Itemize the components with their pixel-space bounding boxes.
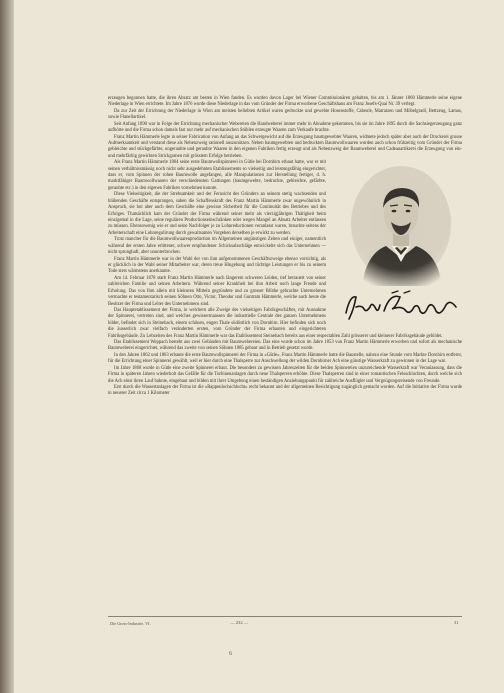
paragraph: erzeugen begonnen hatte, die ihren Absatz am besten in Wien fanden. Es wurden davon Lager bei Wiener Commissionären gehalten, bis am 1. Jänner 1860 Hämmerle seine eigene Niederlage in Wien errichtete. Im Jahre 1876 wurde diese Niederlage in das vom Gründer der Firma erworbene Geschäftshaus am Franz Josefs-Quai Nr. 39 verlegt. bbox=[108, 96, 462, 108]
paragraph: Im Jahre 1868 wurde in Gütle eine zweite Spinnerei erbaut. Die besonders zu gewissen Jahreszeiten für die beiden Spinnereien unzureichende Wasserkraft war Veranlassung, dass die Firma in späteren Jahren wiederholt das Gefälle für die Turbinenanlagen durch neue Thalsperren erhöhte. Diese Thalsperren sind in einer romantischen Felsschluchten, durch welche sich die Ach einst ihren Lauf bahnte, eingebaut und bilden mit ihrer Umgebung einen beständigen Anziehungspunkt für zahlreiche Ausflügler und Vergnügungsreisende von Freunde. bbox=[108, 365, 462, 384]
paragraph: Franz Martin Hämmerle war in der Wahl der von ihm aufgenommenen Geschäftszweige ebenso vorsichtig, als er glücklich in der Wahl seiner Mitarbeiter war, deren treue Hingebung und tüchtige Leistungen er bis zu seinem Tode stets wärmstens anerkannte. bbox=[108, 256, 326, 275]
paragraph: Am 14. Februar 1878 starb Franz Martin Hämmerle nach längerem schweren Leiden, tief betrauert von seiner zahlreichen Familie und seinen Arbeitern. Während seiner Krankheit bei ihm Arbeit noch lange Freude und Erholung. Das von Ihm allein mit kleinsten Mitteln gegründete und zu grosser Blüthe gebrachte Unternehmen vermachte er testamentarisch seinen Söhnen Otto, Victor, Theodor und Guntram Hämmerle, welche auch heute die Besitzer der Firma und Leiter des Unternehmens sind. bbox=[108, 275, 326, 307]
paragraph: Diese Vielseitigkeit, die der Strebsamkeit und der Fernsicht des Gründers an seinem stetig wachsenden und blühenden Geschäfte entsprangen, sahen die Schaffenskraft des Franz Martin Hämmerle zwar ungewöhnlich in Anspruch, sie bot aber auch dem Geschäfte eine gewisse Sicherheit für die Continuität des Betriebes und des Erfolges. Thatsächlich kam der Gründer der Firma während seiner mehr als vierzigjährigen Thätigkeit beim einzigemal in die Lage, seine regulären Productionseinschränken oder wegen Mangel an Absatz Arbeiter entlassen zu müssen. Ebensowenig wie er und seine Nachfolger je zu Lohnreductionen veranlasst waren, brauchte seitens der Arbeiterschaft eine Lohnregulirung durch gewaltsamen Vorgehen derselben je erwirkt zu werden. bbox=[108, 192, 326, 236]
body-text bbox=[108, 96, 462, 398]
running-footer-title: Die Gross-Industrie. VI. bbox=[110, 621, 151, 626]
signature-mark bbox=[340, 287, 462, 325]
portrait-engraving bbox=[342, 162, 460, 286]
portrait-figure bbox=[334, 162, 462, 327]
paragraph: Das Hauptetablissement der Firma, in welchem alle Zweige des vielseitigen Fabrikgeschäftes, mit Ausnahme der Spinnerei, vertreten sind, und welches gewissermaassen die industrielle Centrale des ganzen Unternehmens bildet, befindet sich in Steinebach, einem schönen, engen Thale südöstlich von Dornbirn. Hier befinden sich noch die äusserlich zwar vielfach veränderten ersten, vom Gründer der Firma erbauten und eingerichteten Fabriksgebäude. Zu Lebzeiten des Franz Martin Hämmerle war das Etablissement Steinebach bereits aus einer respectablen Zahl grösserer und kleinerer Fabriksgebäude gebildet. bbox=[108, 307, 443, 339]
paragraph: Franz Martin Hämmerle legte in seiner Fabrication von Anfang an das Schwergewicht auf die Erzeugung baumgewebter Waaren, widmete jedoch später aber auch der Druckerei grosse Aufmerksamkeit und verstand diese als Nebenzweig rationell auszunützen. Neben baumgewebten und bedruckten Baumwollwaaren wurden auch schon frühzeitig vom Gründer der Firma gebleichte und stückgefärbte, ungerauhte und gerauhte Waaren in den eigenen Fabriken fertig erzeugt und als Nebenzweig der Baumweberei und Cadeauartikerei die Erzeugung von ein- und mehrfärbig gewirkten Strickgarnen mit grösstem Erfolge betrieben. bbox=[108, 134, 462, 159]
paragraph: Das Etablissement Weppach besteht aus zwei Gebäuden mit Baumwebereien. Das eine wurde schon im Jahre 1853 von Franz Martin Hämmerle erworben und sofort als mechanische Baumweberei eingerichtet, während das zweite von seinen Söhnen 1885 gebaut und in Betrieb gesetzt wurde. bbox=[108, 340, 462, 352]
paragraph: Erst durch die Wassertanlagen der Firma ist die »Rappenlochschlucht« recht bekannt und der allgemeinen Besichtigung zugänglich gemacht worden. Auf die Initiative der Firma wurde in neuerer Zeit circa 1 Kilometer bbox=[108, 384, 462, 397]
footer-rule bbox=[108, 616, 462, 617]
signature-number: 31 bbox=[454, 620, 459, 625]
paragraph: Trotz mancher für die Baumwollwaarenproduction im Allgemeinen ungünstigen Zeiten und einiger, namentlich während der ersten Jahre erlittener, schwer empfundener Schicksalsschläge entwickelte sich das Unternehmen — nicht sprunghaft, aber ununterbrochen. bbox=[108, 237, 326, 256]
paragraph: Als Franz Martin Hämmerle 1864 seine erste Baumwollspinnerei in Gütle bei Dornbirn erbaut hatte, war er mit seinen verhältnissmässig noch nicht sehr ausgedehnten Etablissements so vielseitig und leistungsfähig eingerichtet, dass er, vom Spinnen der rohen Baumwolle angefangen, alle Manipulationen zur Herstellung fertiger, d. h. marktfähiger Baumwollwaaren der verschiedensten Gattungen (baumgewebte, bedruckte, gebleichte, gefärbte, gerauhte etc.) in den eigenen Fabriken vornehmen konnte. bbox=[108, 160, 326, 191]
sheet-mark: 6 bbox=[229, 651, 232, 657]
paragraph: In den Jahren 1862 und 1863 erbaute die erste Baumwollspinnerei der Firma in »Gütle«. Franz Martin Hämmerle hatte die Baustelle, nahezu eine Stunde vom Markte Dornbirn entfernt, für die Errichtung einer Spinnerei gewählt, weil er hier durch eine Thalsperre zur Anschwellung der wilden Dornbirner Ach eine günstige Wasserkraft zu gewinnen in der Lage war. bbox=[108, 352, 462, 365]
paragraph: Seit Anfang 1890 war in Folge der Errichtung mechanischer Webereien die Handweberei immer mehr in Abnahme gekommen, bis sie im Jahre 1895 durch die Sachsiegerzeugung ganz aufhörte und die Firma schon damals fast nur mehr auf mechanischen Stühlen erzeugte Waaren zum Verkaufe brachte. bbox=[108, 121, 462, 134]
book-spine-shadow bbox=[0, 0, 14, 693]
page-number: — 232 — bbox=[230, 620, 249, 625]
paragraph: Da zur Zeit der Errichtung der Niederlage in Wien am meisten beliebten Artikel waren gedruckte und gewebte Hosenstoffe, Cabeule, Matratzen und Möbelgradl, Bettzeug, Lamas, sowie Flanellartikel. bbox=[108, 108, 462, 121]
